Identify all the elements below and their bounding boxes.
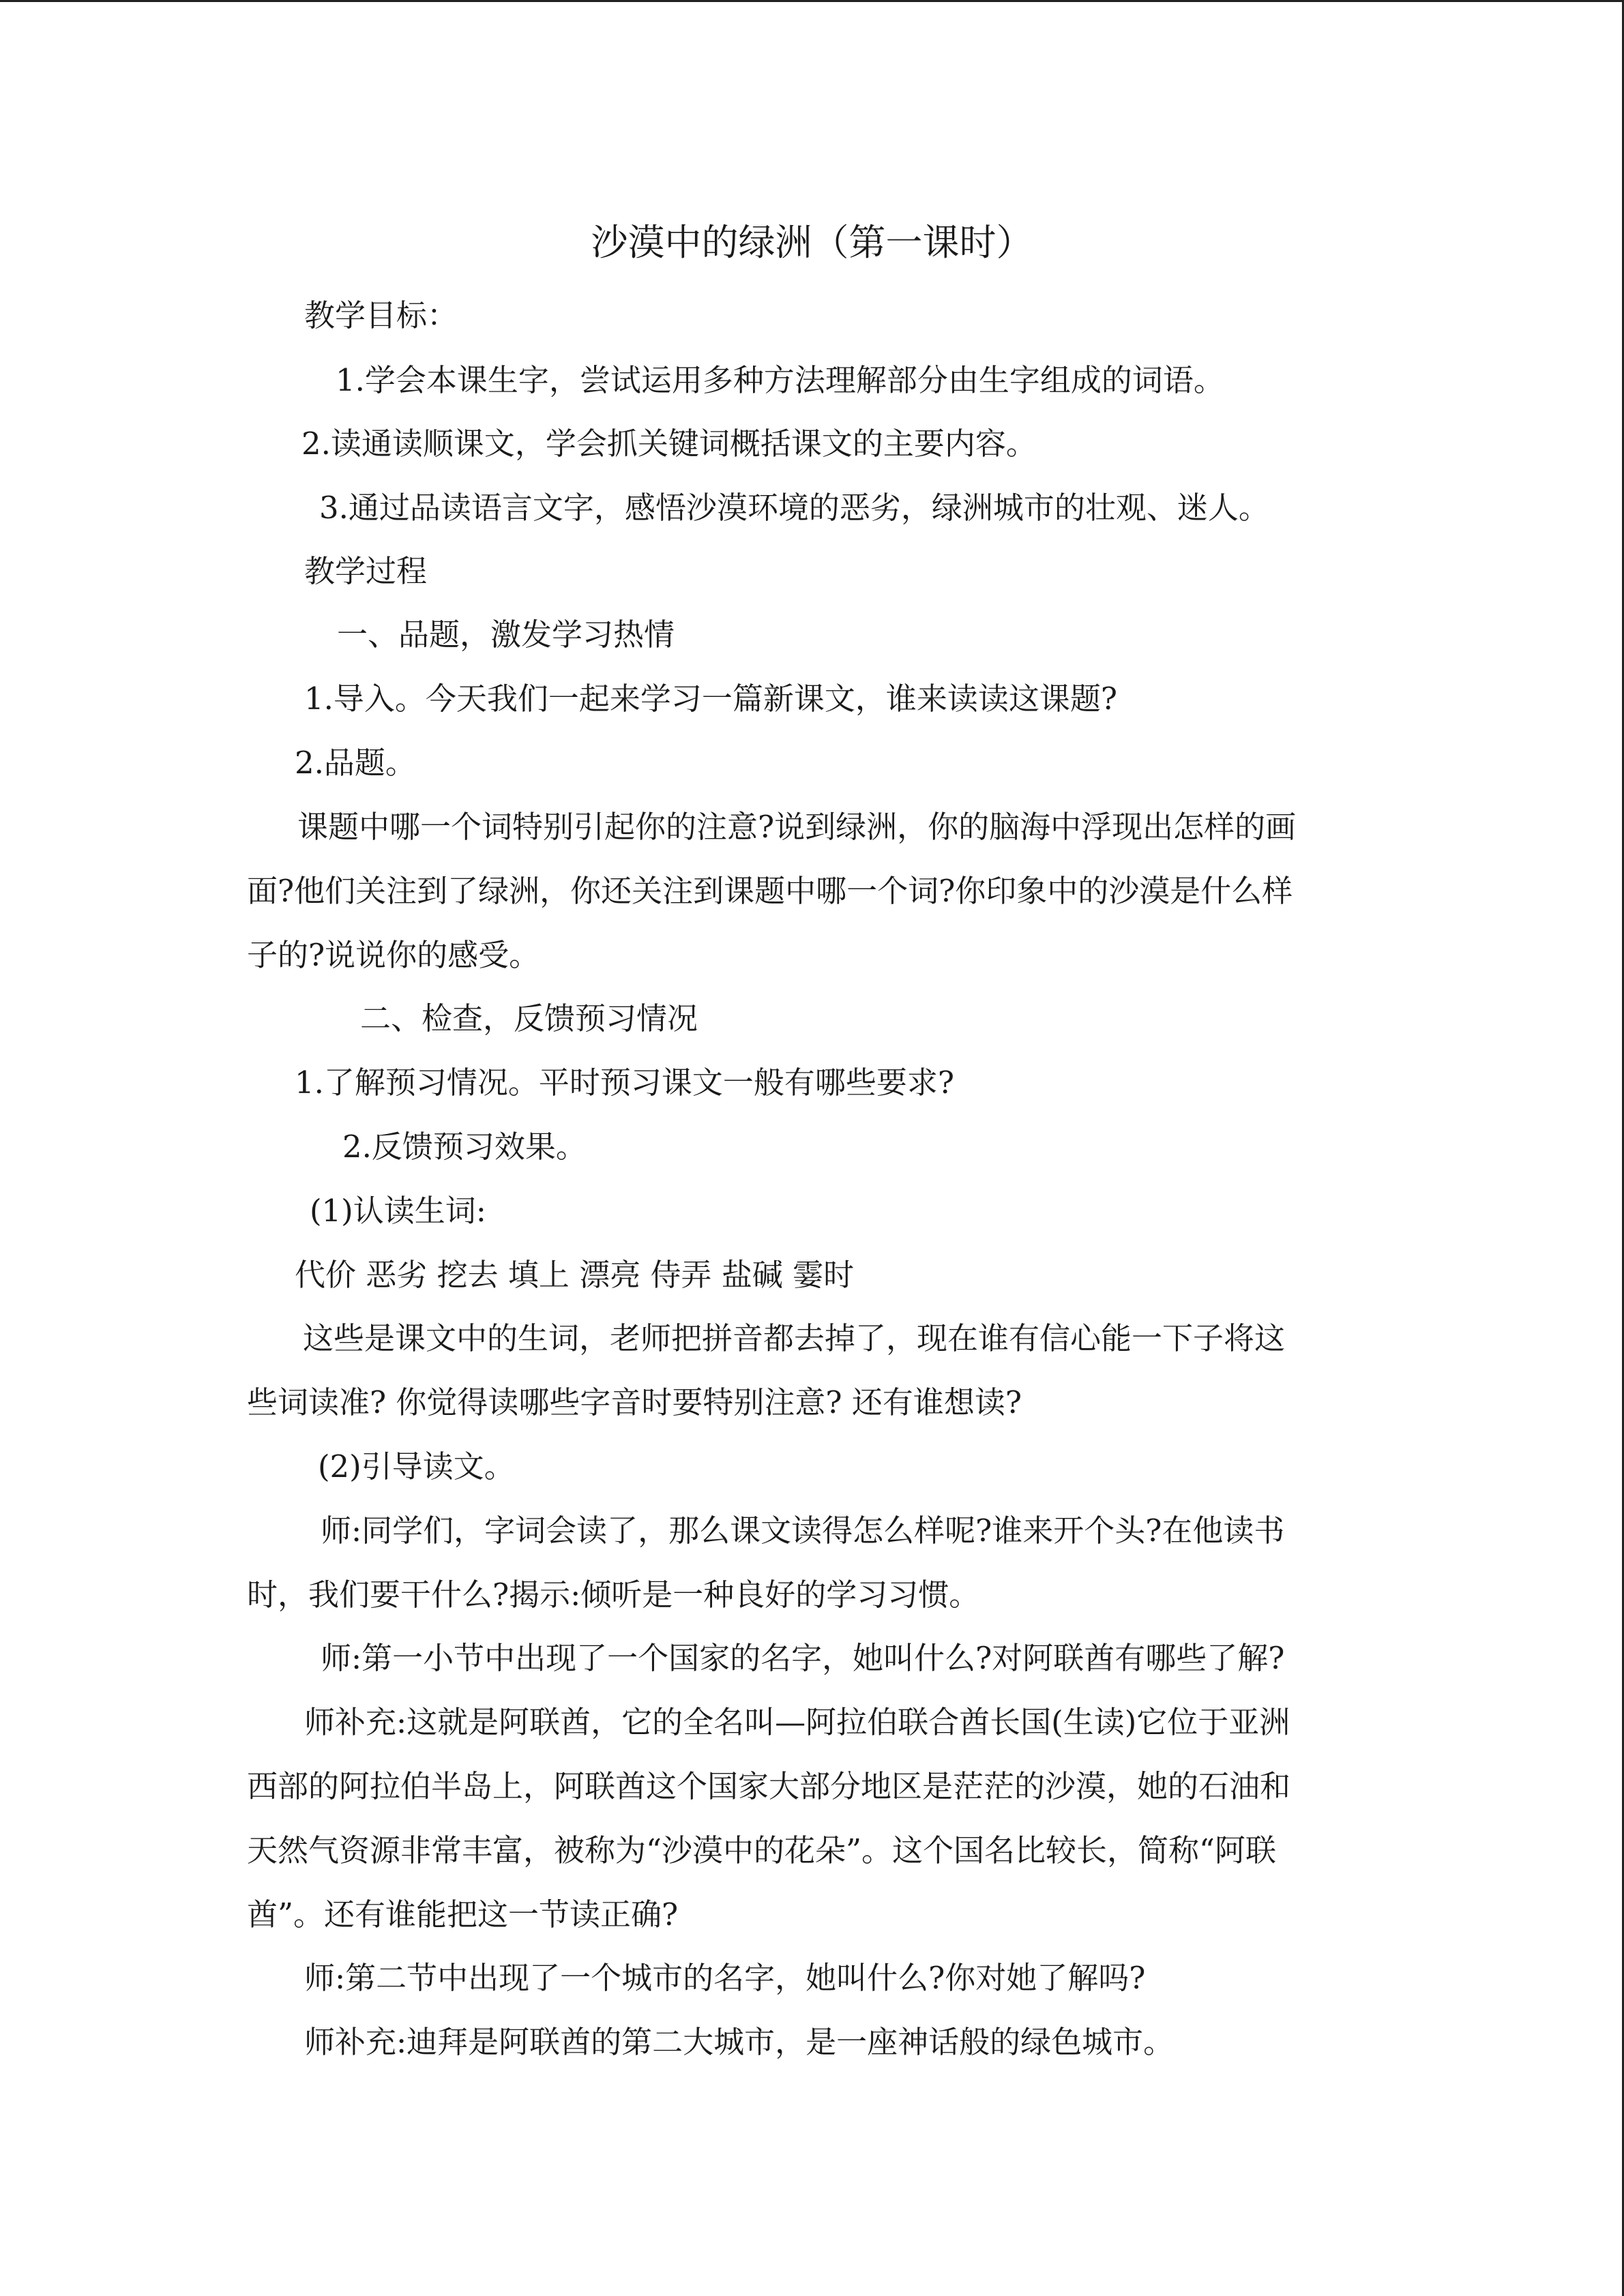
paragraph-line: 1.了解预习情况。平时预习课文一般有哪些要求? (295, 1064, 955, 1101)
paragraph-line: 面?他们关注到了绿洲，你还关注到课题中哪一个词?你印象中的沙漠是什么样 (247, 873, 1293, 909)
section-heading: 二、检查，反馈预习情况 (360, 1000, 698, 1037)
paragraph-line: 2.读通读顺课文，学会抓关键词概括课文的主要内容。 (301, 426, 1037, 462)
paragraph-line: 2.反馈预习效果。 (342, 1129, 587, 1165)
paragraph-line: 子的?说说你的感受。 (247, 937, 540, 973)
vocabulary-list: 代价 恶劣 挖去 填上 漂亮 侍弄 盐碱 霎时 (295, 1257, 855, 1293)
document-title: 沙漠中的绿洲（第一课时） (591, 221, 1033, 264)
paragraph-line: (2)引导读文。 (318, 1448, 515, 1485)
paragraph-line: 师:第二节中出现了一个城市的名字，她叫什么?你对她了解吗? (304, 1960, 1146, 1996)
paragraph-line: 酋”。还有谁能把这一节读正确? (247, 1896, 679, 1933)
paragraph-line: 师:第一小节中出现了一个国家的名字，她叫什么?对阿联酋有哪些了解? (321, 1640, 1285, 1676)
section-heading: 一、品题，激发学习热情 (337, 616, 675, 653)
paragraph-line: (1)认读生词: (310, 1193, 486, 1229)
paragraph-line: 教学过程 (304, 553, 428, 589)
paragraph-line: 些词读准? 你觉得读哪些字音时要特别注意? 还有谁想读? (247, 1384, 1022, 1420)
paragraph-line: 1.学会本课生字，尝试运用多种方法理解部分由生字组成的词语。 (336, 362, 1224, 398)
paragraph-line: 时，我们要干什么?揭示:倾听是一种良好的学习习惯。 (247, 1577, 980, 1613)
paragraph-line: 3.通过品读语言文字，感悟沙漠环境的恶劣，绿洲城市的壮观、迷人。 (319, 490, 1269, 526)
paragraph-line: 天然气资源非常丰富，被称为“沙漠中的花朵”。这个国名比较长，简称“阿联 (247, 1832, 1277, 1868)
paragraph-line: 1.导入。今天我们一起来学习一篇新课文，谁来读读这课题? (304, 681, 1118, 717)
paragraph-line: 课题中哪一个词特别引起你的注意?说到绿洲，你的脑海中浮现出怎样的画 (297, 809, 1297, 845)
paragraph-line: 师补充:这就是阿联酋，它的全名叫—阿拉伯联合酋长国(生读)它位于亚洲 (304, 1704, 1290, 1740)
paragraph-line: 师:同学们，字词会读了，那么课文读得怎么样呢?谁来开个头?在他读书 (321, 1512, 1285, 1549)
paragraph-line: 师补充:迪拜是阿联酋的第二大城市，是一座神话般的绿色城市。 (304, 2024, 1175, 2060)
paragraph-line: 这些是课文中的生词，老师把拼音都去掉了，现在谁有信心能一下子将这 (303, 1320, 1286, 1356)
paragraph-line: 西部的阿拉伯半岛上，阿联酋这个国家大部分地区是茫茫的沙漠，她的石油和 (247, 1768, 1291, 1804)
paragraph-line: 2.品题。 (295, 745, 416, 781)
paragraph-line: 教学目标： (304, 297, 458, 333)
